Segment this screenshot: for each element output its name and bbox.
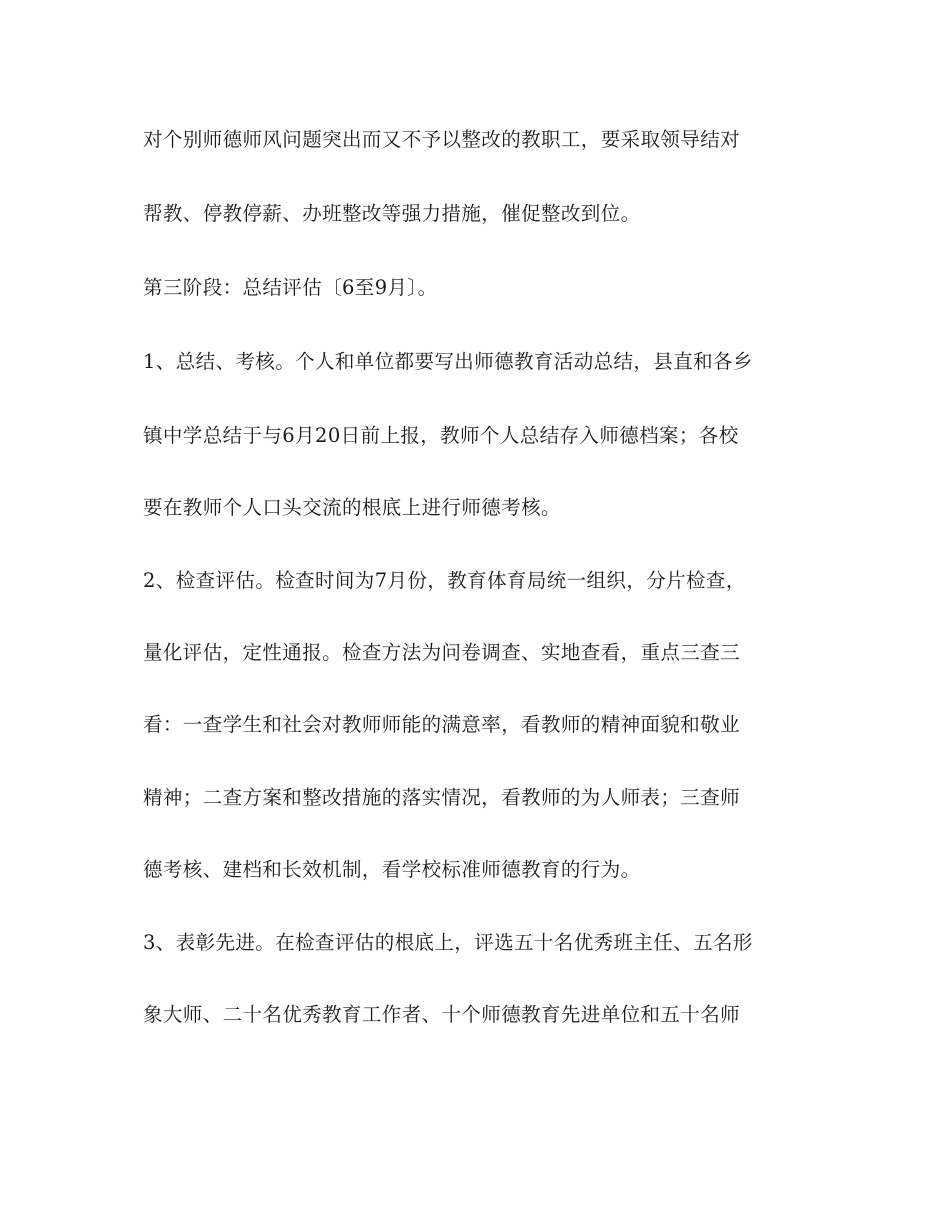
paragraph-line: 2、检查评估。检查时间为7月份，教育体育局统一组织，分片检查， xyxy=(143,569,746,592)
paragraph-line: 1、总结、考核。个人和单位都要写出师德教育活动总结，县直和各乡 xyxy=(143,350,753,373)
paragraph-line: 3、表彰先进。在检查评估的根底上，评选五十名优秀班主任、五名形 xyxy=(143,931,753,954)
paragraph-line: 帮教、停教停薪、办班整改等强力措施，催促整改到位。 xyxy=(143,202,641,225)
section-heading: 第三阶段：总结评估〔6至9月〕。 xyxy=(143,276,438,299)
paragraph-line: 要在教师个人口头交流的根底上进行师德考核。 xyxy=(143,496,561,519)
paragraph-line: 精神；二查方案和整改措施的落实情况，看教师的为人师表；三查师 xyxy=(143,786,741,809)
paragraph-line: 对个别师德师风问题突出而又不予以整改的教职工，要采取领导结对 xyxy=(143,128,741,151)
paragraph-line: 象大师、二十名优秀教育工作者、十个师德教育先进单位和五十名师 xyxy=(143,1003,741,1026)
paragraph-line: 看：一查学生和社会对教师师能的满意率，看教师的精神面貌和敬业 xyxy=(143,713,741,736)
paragraph-line: 量化评估，定性通报。检查方法为问卷调查、实地查看，重点三查三 xyxy=(143,641,741,664)
paragraph-line: 镇中学总结于与6月20日前上报，教师个人总结存入师德档案；各校 xyxy=(143,424,739,447)
paragraph-line: 德考核、建档和长效机制，看学校标准师德教育的行为。 xyxy=(143,858,641,881)
